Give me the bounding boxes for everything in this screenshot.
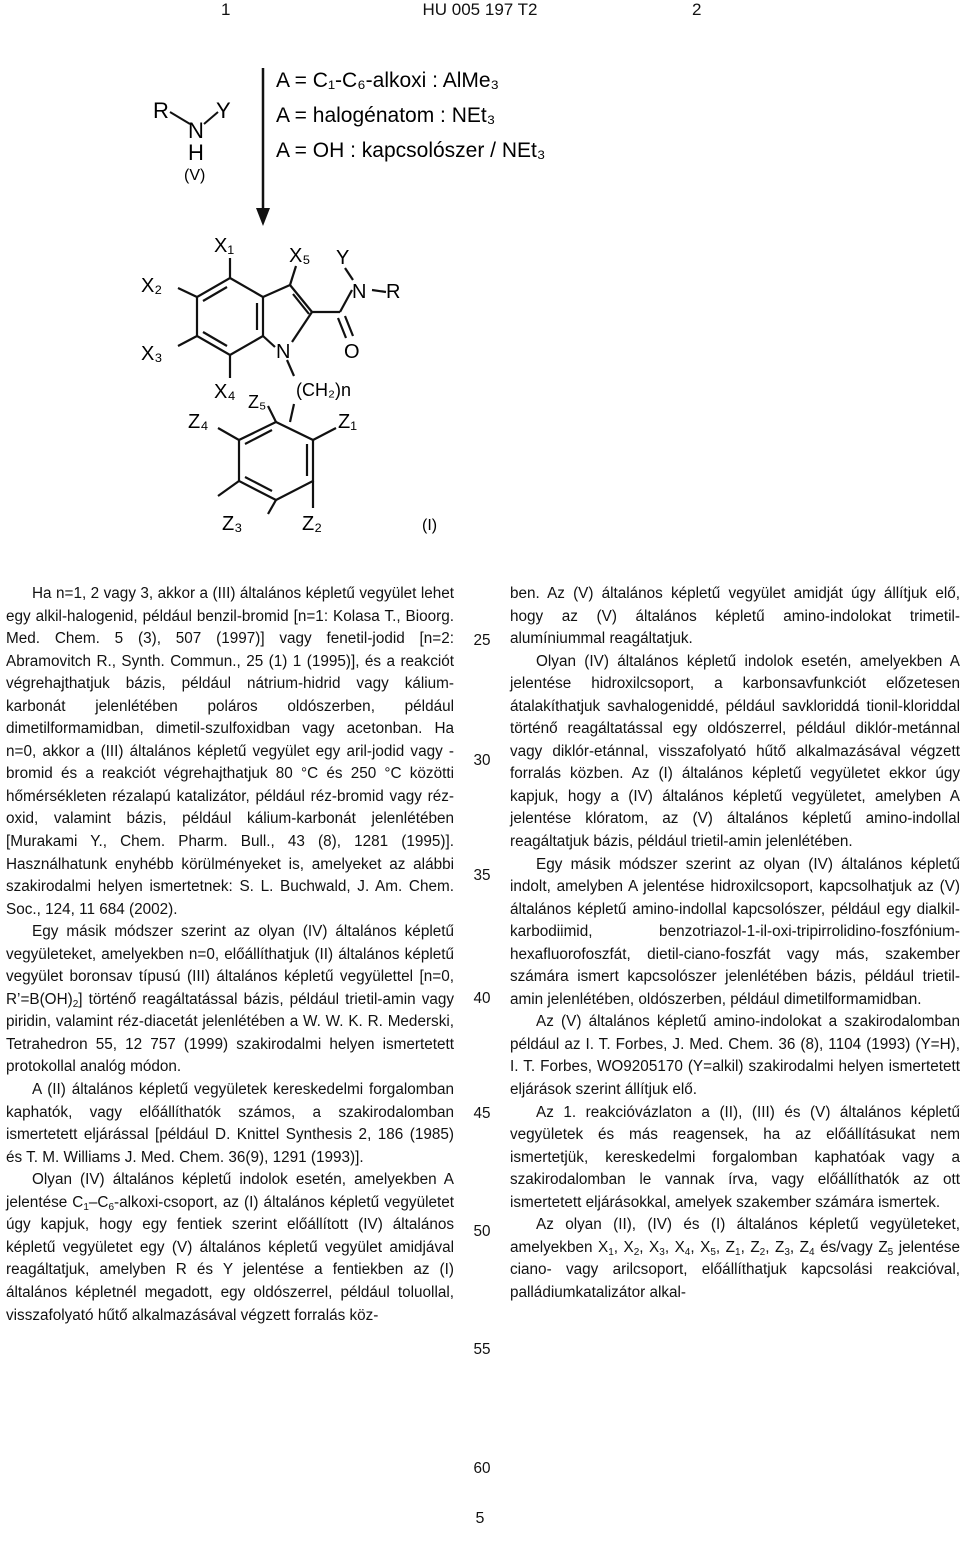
reagent-line-3: A = OH : kapcsolószer / NEt₃ [276, 139, 546, 162]
document-id: HU 005 197 T2 [422, 0, 538, 19]
compound-v-label: (V) [184, 167, 206, 184]
atom-z1: Z₁ [338, 411, 357, 433]
atom-z2: Z₂ [302, 513, 322, 535]
atom-x4: X₄ [214, 381, 236, 403]
right-paragraph-3: Egy másik módszer szerint az olyan (IV) általános képletű indolt, amelyben A jelentése hidroxilcsoport, kapcsolhatjuk az (V) általános képletű amino-indollal kapcsolószer, például egy dialkil-karbodiimid, benzotriazol-1-il-oxi-tripirrolidino-foszfónium-hexafluorofoszfát, dietil-ciano-foszfát vagy más, szakember számára ismert kapcsolószer jelenlétében bázis, például trietil-amin jelenlétében, oldószerben, például dimetilformamidban. [510, 855, 960, 1008]
reagent-line-2: A = halogénatom : NEt₃ [276, 104, 496, 127]
indole-benzene-ring [197, 278, 263, 355]
atom-x1: X₁ [214, 235, 235, 257]
reaction-arrow-head [256, 208, 270, 226]
atom-ch2n: (CH₂)n [296, 380, 351, 400]
amine-n: N [188, 118, 204, 143]
amine-y: Y [216, 98, 231, 123]
line-number: 30 [473, 752, 491, 769]
reaction-scheme [0, 30, 960, 575]
line-number: 55 [473, 1341, 491, 1358]
atom-x3: X₃ [141, 343, 163, 365]
line-number: 35 [473, 867, 491, 884]
atom-z5: Z₅ [248, 392, 267, 412]
page-number-left: 1 [221, 0, 231, 19]
line-number: 25 [473, 632, 491, 649]
left-paragraph-2: Egy másik módszer szerint az olyan (IV) általános képletű vegyületeket, amelyekben n=0, előállíthatjuk (II) általános képletű vegyület boronsav típusú (III) általános képletű vegyülettel [n=0, $R’=B(OH)_2$] történő reagáltatással bázis, például trietil-amin vagy piridin, valamint réz-diacetát jelenlétében a W. W. K. R. Mederski, Tetrahedron 55, 12 757 (1999) szakirodalmi helyen ismertetett protokollal analóg módon. [6, 923, 454, 1076]
left-paragraph-4: Olyan (IV) általános képletű indolok esetén, amelyekben A jelentése $C_1-C_6-alkoxi$-csoport, az (I) általános képletű vegyületet úgy kapjuk, hogy egy fentiek szerint előállított (IV) általános képletű vegyületet egy (V) általános képletű vegyület amidjával reagáltatjuk, amelyben R és Y jelentése a fentiekben az (I) általános képletnél megadott, egy oldószerrel, például toluollal, visszafolyató hűtő alkalmazásával végzett forralás köz- [6, 1171, 454, 1324]
page-number-right: 2 [692, 0, 702, 19]
line-number: 60 [473, 1460, 491, 1477]
footer-page-number: 5 [475, 1510, 485, 1527]
compound-i-label: (I) [422, 517, 438, 534]
line-number: 45 [473, 1105, 491, 1122]
atom-z4: Z₄ [188, 411, 209, 433]
amine-bond-rn [170, 112, 190, 124]
right-paragraph-1: ben. Az (V) általános képletű vegyület amidját úgy állítjuk elő, hogy az (V) általános képletű amino-indolokat trimetil-alumíniummal reagáltatjuk. [510, 585, 960, 648]
right-paragraph-2: Olyan (IV) általános képletű indolok esetén, amelyekben A jelentése hidroxilcsoport, a karbonsavfunkciót előzetesen átalakíthatjuk savhalogeniddé, például savkloriddá tionil-kloriddal történő reagáltatással egy oldószerrel, például diklór-metánnal vagy diklór-etánnal, visszafolyató hűtő alkalmazásával végzett forralás közben. Az (I) általános képletű vegyületet ekkor úgy kapjuk, hogy a (IV) általános képletű vegyületet, amelyben A jelentése klóratom, az (V) általános képletű amino-indollal reagáltatjuk bázis, például trietil-amin jelenlétében. [510, 652, 960, 851]
right-paragraph-6: Az olyan (II), (IV) és (I) általános képletű vegyületeket, amelyekben $X_1$, $X_2$, $X_3$, $X_4$, $X_5$, $Z_1$, $Z_2$, $Z_3$, $Z_4$ és/vagy $Z_5$ jelentése ciano- vagy arilcsoport, előállíthatjuk kapcsolási reakcióval, palládiumkatalizátor alkal- [510, 1216, 960, 1301]
left-paragraph-1: Ha n=1, 2 vagy 3, akkor a (III) általános képletű vegyület lehet egy alkil-halogenid, például benzil-bromid [n=1: Kolasa T., Bioorg. Med. Chem. 5 (3), 507 (1997)] vagy fenetil-jodid [n=2: Abramovitch R., Synth. Commun., 25 (1) 1 (1995)], és a reakciót végrehajthatjuk bázis, például nátrium-hidrid vagy kálium-karbonát jelenlétében poláros oldószerben, például dimetilformamidban, dimetil-szulfoxidban vagy acetonban. Ha n=0, akkor a (III) általános képletű vegyület egy aril-jodid vagy -bromid és a reakciót végrehajthatjuk 80 °C és 250 °C közötti hőmérsékleten rézalapú katalizátor, például réz-bromid vagy réz-oxid, valamint bázis, például kálium-karbonát jelenlétében [Murakami Y., Chem. Pharm. Bull., 43 (8), 1281 (1995)]. Használhatunk enyhébb körülményeket is, amelyeket az alábbi szakirodalmi helyen ismertetnek: S. L. Buchwald, J. Am. Chem. Soc., 124, 11 684 (2002). [6, 585, 454, 918]
atom-z3: Z₃ [222, 513, 243, 535]
right-paragraph-4: Az (V) általános képletű amino-indolokat a szakirodalomban például az I. T. Forbes, J. Med. Chem. 36 (8), 1104 (1993) (Y=H), I. T. Forbes, WO9205170 (Y=alkil) szakirodalmi helyen ismertetett eljárások szerint állítjuk elő. [510, 1013, 960, 1099]
atom-x2: X₂ [141, 275, 163, 297]
atom-r: R [386, 281, 401, 303]
left-paragraph-3: A (II) általános képletű vegyületek kereskedelmi forgalomban kaphatók, vagy előállíthatók számos, a szakirodalomban ismertetett eljárással [például D. Knittel Synthesis 2, 186 (1985) és T. M. Williams J. Med. Chem. 36(9), 1291 (1993)]. [6, 1081, 454, 1166]
reagent-line-1: A = C₁-C₆-alkoxi : AlMe₃ [276, 69, 500, 92]
atom-y: Y [336, 247, 350, 269]
atom-n-ring: N [276, 341, 291, 363]
atom-x5: X₅ [289, 245, 311, 267]
amine-r: R [153, 98, 169, 123]
right-paragraph-5: Az 1. reakcióvázlaton a (II), (III) és (V) általános képletű vegyületek és más reagensek, ha az előállításukat nem ismertetjük, kereskedelmi forgalomban kaphatóak vagy a szakirodalomban le vannak írva, vagy előállíthatók az ott ismertetett eljárásokkal, amelyek szakember számára ismertek. [510, 1103, 960, 1211]
line-number: 40 [473, 990, 491, 1007]
line-number: 50 [473, 1223, 491, 1240]
right-column [510, 583, 960, 1305]
phenyl-ring [218, 406, 336, 514]
indole-pyrrole-ring [263, 285, 312, 347]
amine-h: H [188, 140, 204, 165]
left-column [6, 583, 454, 1327]
atom-o: O [344, 341, 360, 363]
atom-n-amide: N [352, 281, 367, 303]
